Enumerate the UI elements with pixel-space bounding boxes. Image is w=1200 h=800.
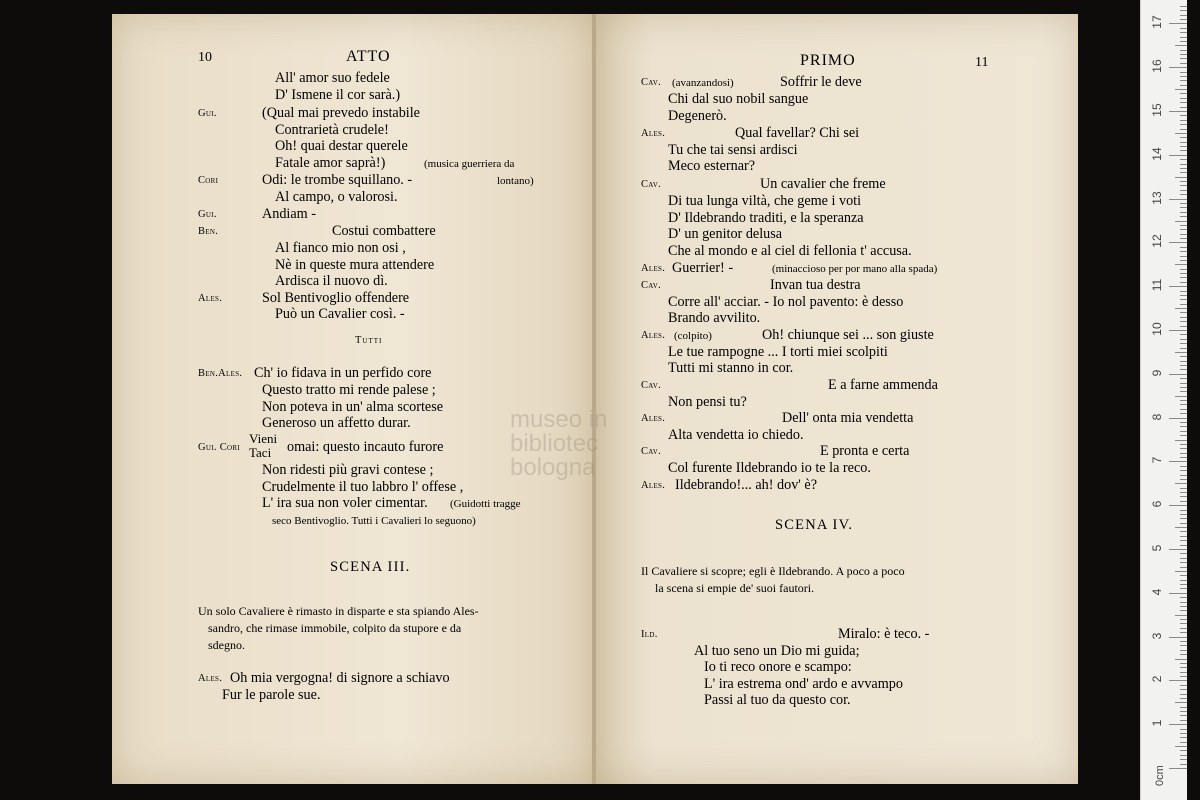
ruler-tick <box>1180 164 1187 165</box>
ruler-tick <box>1180 628 1187 629</box>
ruler-tick <box>1180 247 1187 248</box>
ruler-tick <box>1180 650 1187 651</box>
right-page-number: 11 <box>975 55 989 70</box>
verse-line: Ch' io fidava in un perfido core <box>254 365 432 381</box>
ruler-tick <box>1180 37 1187 38</box>
ruler-tick <box>1180 19 1187 20</box>
verse-line: Tu che tai sensi ardisci <box>668 142 798 158</box>
stage-direction: seco Bentivoglio. Tutti i Cavalieri lo seguono) <box>272 515 476 527</box>
ruler-tick <box>1180 159 1187 160</box>
ruler-tick <box>1180 124 1187 125</box>
ruler-tick <box>1180 28 1187 29</box>
ruler-tick <box>1180 466 1187 467</box>
ruler-tick <box>1180 698 1187 699</box>
ruler-tick <box>1180 689 1187 690</box>
speaker-label: Cav. <box>641 446 662 457</box>
ruler-tick <box>1169 111 1187 112</box>
ruler-tick <box>1180 448 1187 449</box>
verse-line: E a farne ammenda <box>828 377 938 393</box>
ruler-tick <box>1180 115 1187 116</box>
speaker-label: Ales. <box>198 293 223 304</box>
verse-line: Questo tratto mi rende palese ; <box>262 382 436 398</box>
ruler-tick <box>1180 404 1187 405</box>
ruler-tick <box>1180 383 1187 384</box>
ruler-tick <box>1180 707 1187 708</box>
alternative-word: Taci <box>249 445 272 460</box>
verse-line: Oh mia vergogna! di signore a schiavo <box>230 670 450 686</box>
verse-line: omai: questo incauto furore <box>287 439 444 455</box>
ruler-tick <box>1180 597 1187 598</box>
stage-prose: Un solo Cavaliere è rimasto in disparte e sta spiando Ales- <box>198 604 479 618</box>
verse-line: Che al mondo e al ciel di fellonia t' accusa. <box>668 243 912 259</box>
chorus-heading: Tutti <box>355 335 383 346</box>
ruler-tick <box>1175 133 1187 134</box>
ruler-tick <box>1169 461 1187 462</box>
ruler-tick <box>1180 80 1187 81</box>
ruler-tick <box>1180 667 1187 668</box>
ruler-tick <box>1180 32 1187 33</box>
aside-direction: (avanzandosi) <box>672 77 734 89</box>
verse-line: Generoso un affetto durar. <box>262 415 411 431</box>
speaker-label: Ild. <box>641 629 658 640</box>
ruler-tick <box>1180 269 1187 270</box>
verse-line: Brando avvilito. <box>668 310 761 326</box>
verse-line: Degenerò. <box>668 108 727 124</box>
watermark-line: bologna <box>510 454 596 481</box>
ruler-tick <box>1180 216 1187 217</box>
ruler-tick <box>1180 369 1187 370</box>
ruler-tick <box>1180 343 1187 344</box>
ruler-tick <box>1169 199 1187 200</box>
verse-line: Passi al tuo da questo cor. <box>704 692 851 708</box>
ruler-number: 15 <box>1150 103 1164 117</box>
ruler-tick <box>1175 702 1187 703</box>
verse-line: Le tue rampogne ... I torti miei scolpiti <box>668 344 888 360</box>
verse-line: D' un genitor delusa <box>668 226 783 242</box>
verse-line: Di tua lunga viltà, che geme i voti <box>668 193 862 209</box>
ruler-tick <box>1180 391 1187 392</box>
ruler-tick <box>1180 72 1187 73</box>
ruler-tick <box>1180 348 1187 349</box>
ruler-tick <box>1180 273 1187 274</box>
ruler-tick <box>1180 168 1187 169</box>
verse-line: Al tuo seno un Dio mi guida; <box>694 643 860 659</box>
ruler-number: 8 <box>1150 413 1164 420</box>
verse-line: Miralo: è teco. - <box>838 626 930 642</box>
ruler-tick <box>1180 694 1187 695</box>
library-watermark <box>510 408 607 480</box>
verse-line: (Qual mai prevedo instabile <box>262 105 420 121</box>
ruler-tick <box>1180 759 1187 760</box>
ruler-tick <box>1180 488 1187 489</box>
verse-line: D' Ismene il cor sarà.) <box>275 87 401 103</box>
speaker-label: Ben. <box>198 226 219 237</box>
ruler-tick <box>1175 177 1187 178</box>
ruler-tick <box>1180 356 1187 357</box>
verse-line: Oh! chiunque sei ... son giuste <box>762 327 934 343</box>
ruler-tick <box>1180 764 1187 765</box>
ruler-tick <box>1175 527 1187 528</box>
ruler-tick <box>1180 15 1187 16</box>
left-page-header: ATTO <box>346 48 391 65</box>
ruler-tick <box>1180 676 1187 677</box>
ruler-tick <box>1180 400 1187 401</box>
ruler-tick <box>1180 172 1187 173</box>
verse-line: Tutti mi stanno in cor. <box>668 360 794 376</box>
ruler-tick <box>1180 93 1187 94</box>
ruler-tick <box>1180 623 1187 624</box>
ruler-tick <box>1180 431 1187 432</box>
ruler-tick <box>1180 733 1187 734</box>
stage-prose: sdegno. <box>208 638 245 652</box>
verse-line: Un cavalier che freme <box>760 176 886 192</box>
ruler-tick <box>1180 470 1187 471</box>
ruler-tick <box>1175 571 1187 572</box>
ruler-tick <box>1180 750 1187 751</box>
left-page-number: 10 <box>198 50 212 65</box>
verse-line: Corre all' acciar. - Io nol pavento: è desso <box>668 294 904 310</box>
verse-line: Ardisca il nuovo dì. <box>275 273 388 289</box>
ruler-tick <box>1180 602 1187 603</box>
ruler-tick <box>1175 352 1187 353</box>
ruler-tick <box>1180 326 1187 327</box>
verse-line: Non pensi tu? <box>668 394 747 410</box>
ruler-tick <box>1175 615 1187 616</box>
ruler-tick <box>1180 575 1187 576</box>
ruler-tick <box>1175 308 1187 309</box>
ruler-number: 9 <box>1150 369 1164 377</box>
ruler-tick <box>1180 41 1187 42</box>
ruler-tick <box>1180 194 1187 195</box>
ruler-tick <box>1180 641 1187 642</box>
stage-prose: la scena si empie de' suoi fautori. <box>655 581 815 595</box>
ruler-tick <box>1180 361 1187 362</box>
ruler-number: 7 <box>1150 457 1164 464</box>
ruler-tick <box>1169 242 1187 243</box>
ruler-tick <box>1180 304 1187 305</box>
ruler-tick <box>1180 518 1187 519</box>
verse-line: Fatale amor saprà!) <box>275 155 386 171</box>
ruler-tick <box>1180 317 1187 318</box>
ruler-tick <box>1180 540 1187 541</box>
ruler-tick <box>1180 10 1187 11</box>
stage-prose: sandro, che rimase immobile, colpito da stupore e da <box>208 621 462 635</box>
ruler-tick <box>1180 334 1187 335</box>
verse-line: Invan tua destra <box>770 277 861 293</box>
verse-line: Meco esternar? <box>668 158 756 174</box>
ruler-tick <box>1180 98 1187 99</box>
ruler-tick <box>1180 225 1187 226</box>
ruler-number: 10 <box>1150 322 1164 336</box>
ruler-tick <box>1180 321 1187 322</box>
ruler-tick <box>1169 67 1187 68</box>
ruler-number: 11 <box>1150 278 1164 292</box>
ruler-tick <box>1180 536 1187 537</box>
aside-direction: (colpito) <box>674 330 712 342</box>
ruler-tick <box>1180 229 1187 230</box>
verse-line: Al campo, o valorosi. <box>275 189 398 205</box>
ruler-tick <box>1175 659 1187 660</box>
verse-line: Alta vendetta io chiedo. <box>668 427 804 443</box>
speaker-label: Ales. <box>641 263 666 274</box>
ruler-tick <box>1180 256 1187 257</box>
speaker-label: Ales. <box>198 673 223 684</box>
ruler-tick <box>1180 580 1187 581</box>
verse-line: Nè in queste mura attendere <box>275 257 435 273</box>
ruler-tick <box>1180 76 1187 77</box>
ruler-tick <box>1180 514 1187 515</box>
verse-line: Col furente Ildebrando io te la reco. <box>668 460 871 476</box>
ruler-tick <box>1180 606 1187 607</box>
ruler-tick <box>1175 746 1187 747</box>
ruler-number: 2 <box>1150 676 1164 683</box>
ruler-tick <box>1180 685 1187 686</box>
ruler-tick <box>1180 6 1187 7</box>
ruler-tick <box>1180 479 1187 480</box>
watermark-line: museo in <box>510 406 608 433</box>
verse-line: Oh! quai destar querele <box>275 138 408 154</box>
ruler-tick <box>1180 619 1187 620</box>
stage-direction: lontano) <box>497 175 534 187</box>
ruler-tick <box>1175 396 1187 397</box>
ruler-tick <box>1180 426 1187 427</box>
speaker-label: Cav. <box>641 77 662 88</box>
ruler-unit-label: 0cm <box>1154 765 1166 786</box>
ruler-tick <box>1175 221 1187 222</box>
speaker-label: Gui. <box>198 209 217 220</box>
scene-title: SCENA IV. <box>775 517 854 533</box>
ruler-tick <box>1180 58 1187 59</box>
ruler-tick <box>1169 637 1187 638</box>
ruler-tick <box>1180 632 1187 633</box>
ruler-tick <box>1180 645 1187 646</box>
verse-line: Odi: le trombe squillano. - <box>262 172 413 188</box>
ruler-tick <box>1180 531 1187 532</box>
ruler-tick <box>1180 672 1187 673</box>
ruler-tick <box>1180 120 1187 121</box>
verse-line: D' Ildebrando traditi, e la speranza <box>668 210 864 226</box>
ruler-tick <box>1180 107 1187 108</box>
ruler-tick <box>1180 85 1187 86</box>
ruler-number: 4 <box>1150 588 1164 596</box>
verse-line: Costui combattere <box>332 223 436 239</box>
verse-line: L' ira sua non voler cimentar. <box>262 495 428 511</box>
verse-line: Qual favellar? Chi sei <box>735 125 860 141</box>
ruler-tick <box>1180 212 1187 213</box>
verse-line: Ildebrando!... ah! dov' è? <box>675 477 818 493</box>
speaker-label: Ales. <box>641 128 666 139</box>
ruler-tick <box>1180 755 1187 756</box>
ruler-tick <box>1180 190 1187 191</box>
ruler-tick <box>1180 54 1187 55</box>
ruler-tick <box>1180 558 1187 559</box>
speaker-label: Ales. <box>641 413 666 424</box>
verse-line: Contrarietà crudele! <box>275 122 389 138</box>
ruler-tick <box>1169 724 1187 725</box>
ruler-number: 12 <box>1150 234 1164 249</box>
ruler-tick <box>1169 23 1187 24</box>
verse-line: All' amor suo fedele <box>275 70 390 86</box>
verse-line: Dell' onta mia vendetta <box>782 410 914 426</box>
speaker-label: Cav. <box>641 280 662 291</box>
ruler-tick <box>1180 181 1187 182</box>
ruler-number: 16 <box>1150 59 1164 73</box>
ruler-tick <box>1180 435 1187 436</box>
ruler-tick <box>1180 251 1187 252</box>
ruler-number: 14 <box>1150 147 1164 161</box>
ruler-tick <box>1169 330 1187 331</box>
ruler-tick <box>1180 584 1187 585</box>
ruler-tick <box>1180 129 1187 130</box>
ruler-tick <box>1180 553 1187 554</box>
ruler-number: 5 <box>1150 544 1164 552</box>
ruler-tick <box>1180 567 1187 568</box>
verse-line: Guerrier! - <box>672 260 734 276</box>
ruler-tick <box>1180 453 1187 454</box>
ruler-tick <box>1169 286 1187 287</box>
ruler-tick <box>1180 150 1187 151</box>
ruler-tick <box>1180 729 1187 730</box>
ruler-tick <box>1180 50 1187 51</box>
stage-direction: (musica guerriera da <box>424 158 515 170</box>
ruler-tick <box>1180 444 1187 445</box>
ruler-tick <box>1169 155 1187 156</box>
ruler-tick <box>1180 422 1187 423</box>
ruler-tick <box>1180 142 1187 143</box>
ruler-tick <box>1180 711 1187 712</box>
ruler-tick <box>1180 299 1187 300</box>
ruler-tick <box>1180 234 1187 235</box>
stage-direction: (Guidotti tragge <box>450 498 521 510</box>
ruler-tick <box>1169 549 1187 550</box>
ruler-tick <box>1180 501 1187 502</box>
speaker-label: Ales. <box>641 330 666 341</box>
speaker-label: Gui. Cori <box>198 442 240 453</box>
verse-line: Non poteva in un' alma scortese <box>262 399 444 415</box>
speaker-label: Ben.Ales. <box>198 368 243 379</box>
ruler-tick <box>1180 203 1187 204</box>
ruler-tick <box>1180 475 1187 476</box>
measurement-ruler <box>1140 0 1187 800</box>
verse-line: E pronta e certa <box>820 443 910 459</box>
ruler-tick <box>1180 562 1187 563</box>
ruler-tick <box>1180 610 1187 611</box>
ruler-tick <box>1175 89 1187 90</box>
ruler-tick <box>1175 264 1187 265</box>
ruler-tick <box>1180 277 1187 278</box>
ruler-tick <box>1180 137 1187 138</box>
ruler-tick <box>1169 505 1187 506</box>
ruler-number: 3 <box>1150 632 1164 639</box>
ruler-tick <box>1180 413 1187 414</box>
verse-line: Io ti reco onore e scampo: <box>704 659 852 675</box>
speaker-label: Cori <box>198 175 219 186</box>
ruler-number: 1 <box>1150 719 1164 727</box>
ruler-tick <box>1180 510 1187 511</box>
ruler-tick <box>1180 496 1187 497</box>
ruler-tick <box>1180 492 1187 493</box>
ruler-tick <box>1180 282 1187 283</box>
ruler-tick <box>1180 523 1187 524</box>
ruler-tick <box>1180 146 1187 147</box>
ruler-tick <box>1180 715 1187 716</box>
verse-line: Al fianco mio non osi , <box>275 240 406 256</box>
ruler-tick <box>1180 742 1187 743</box>
ruler-tick <box>1180 260 1187 261</box>
ruler-tick <box>1169 768 1187 769</box>
verse-line: Può un Cavalier così. - <box>275 306 405 322</box>
ruler-tick <box>1180 185 1187 186</box>
ruler-tick <box>1175 440 1187 441</box>
verse-line: Sol Bentivoglio offendere <box>262 290 410 306</box>
ruler-number: 13 <box>1150 190 1164 205</box>
ruler-tick <box>1180 663 1187 664</box>
ruler-tick <box>1169 593 1187 594</box>
watermark-line: bibliotec <box>510 430 599 457</box>
verse-line: Fur le parole sue. <box>222 687 321 703</box>
verse-line: Crudelmente il tuo labbro l' offese , <box>262 479 464 495</box>
ruler-tick <box>1180 654 1187 655</box>
verse-line: L' ira estrema ond' ardo e avvampo <box>704 676 903 692</box>
ruler-tick <box>1180 291 1187 292</box>
verse-line: Andiam - <box>262 206 316 222</box>
ruler-tick <box>1180 207 1187 208</box>
ruler-tick <box>1180 737 1187 738</box>
ruler-tick <box>1180 238 1187 239</box>
ruler-tick <box>1175 45 1187 46</box>
ruler-tick <box>1180 457 1187 458</box>
right-page-header: PRIMO <box>800 52 856 69</box>
ruler-tick <box>1180 365 1187 366</box>
ruler-tick <box>1180 312 1187 313</box>
ruler-tick <box>1180 545 1187 546</box>
stage-prose: Il Cavaliere si scopre; egli è Ildebrando. A poco a poco <box>641 564 905 578</box>
stage-direction: (minaccioso per por mano alla spada) <box>772 263 938 275</box>
ruler-tick <box>1180 63 1187 64</box>
scene-title: SCENA III. <box>330 559 411 575</box>
ruler-tick <box>1180 387 1187 388</box>
verse-line: Non ridesti più gravi contese ; <box>262 462 434 478</box>
ruler-tick <box>1180 378 1187 379</box>
verse-line: Chi dal suo nobil sangue <box>668 91 809 107</box>
ruler-tick <box>1169 680 1187 681</box>
ruler-tick <box>1180 295 1187 296</box>
speaker-label: Cav. <box>641 380 662 391</box>
ruler-tick <box>1180 720 1187 721</box>
speaker-label: Cav. <box>641 179 662 190</box>
speaker-label: Ales. <box>641 480 666 491</box>
ruler-tick <box>1180 409 1187 410</box>
ruler-number: 17 <box>1150 15 1164 30</box>
ruler-tick <box>1169 374 1187 375</box>
ruler-tick <box>1169 418 1187 419</box>
ruler-tick <box>1175 483 1187 484</box>
verse-line: Soffrir le deve <box>780 74 862 90</box>
speaker-label: Gui. <box>198 108 217 119</box>
alternative-word: Vieni <box>249 431 278 446</box>
ruler-tick <box>1180 339 1187 340</box>
ruler-tick <box>1180 588 1187 589</box>
ruler-number: 6 <box>1150 500 1164 508</box>
ruler-tick <box>1180 102 1187 103</box>
